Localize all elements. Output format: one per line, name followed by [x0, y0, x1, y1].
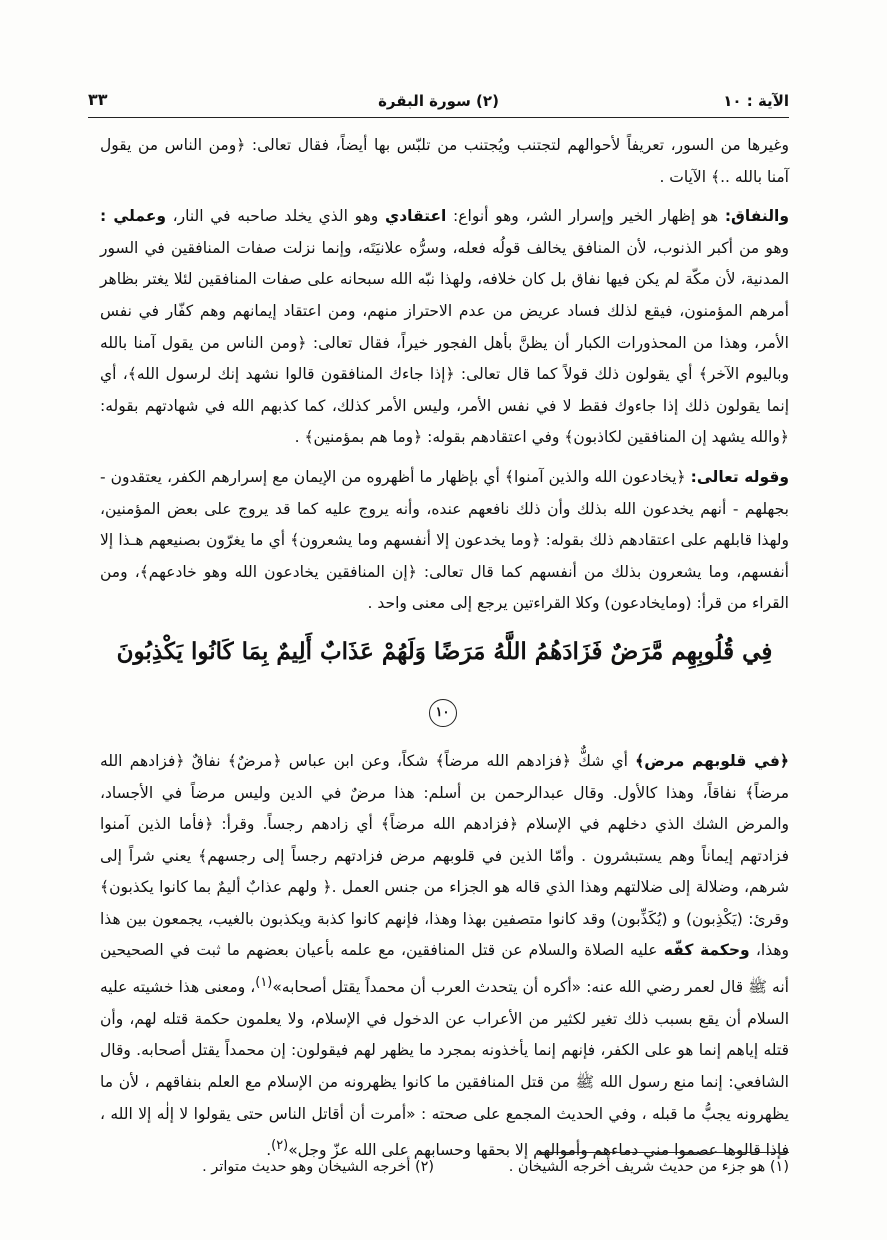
term-hikma: وحكمة كفّه	[663, 941, 750, 960]
footnotes	[100, 1154, 789, 1180]
paragraph-intro: وغيرها من السور، تعريفاً لأحوالهم لتجتنب ويُجتنب من تلبّس بها أيضاً، فقال تعالى: ﴿ومن الناس من يقول آمنا بالله ..﴾ الآيات .	[100, 136, 789, 186]
paragraph-yukhadiun: وقوله تعالى: ﴿يخادعون الله والذين آمنوا﴾ أي بإظهار ما أظهروه من الإيمان مع إسرارهم الكفر، يعتقدون - بجهلهم - أنهم يخدعون الله بذلك وأن ذلك نافعهم عنده، وأنه يروج عليه كما قد يروج على بعض المؤمنين، ولهذا قابلهم على اعتقادهم ذلك بقوله: ﴿وما يخدعون إلا أنفسهم وما يشعرون﴾ أي ما يغرّون بصنيعهم هـذا إلا أنفسهم، وما يشعرون بذلك من أنفسهم كما قال تعالى: ﴿إن المنافقين يخادعون الله وهو خادعهم﴾، ومن القراء من قرأ: (ومايخادعون) وكلا القراءتين يرجع إلى معنى واحد .	[100, 467, 789, 613]
header-rule	[88, 117, 789, 118]
verse-reference: الآية : ١٠	[723, 92, 789, 110]
main-text	[100, 130, 789, 1167]
term-qawluhu: وقوله تعالى:	[690, 467, 789, 486]
surah-title: (٢) سورة البقرة	[378, 92, 499, 110]
footnote-2: (٢) أخرجه الشيخان وهو حديث متواتر .	[202, 1159, 435, 1175]
term-amali: وعملي :	[100, 207, 166, 226]
footnote-rule	[539, 1152, 789, 1153]
quran-verse	[100, 622, 789, 742]
page-number: ٣٣	[88, 90, 108, 109]
term-itiqadi: اعتقادي	[384, 207, 447, 226]
verse-text: فِي قُلُوبِهِم مَّرَضٌ فَزَادَهُمُ اللَّهُ مَرَضًا وَلَهُمْ عَذَابٌ أَلِيمٌ بِمَا كَانُوا يَكْذِبُونَ	[116, 637, 773, 665]
footnote-mark-2: (٢)	[271, 1138, 289, 1154]
paragraph-tafsir: ﴿في قلوبهم مرض﴾ أي شكٌّ ﴿فزادهم الله مرضاً﴾ شكاً، وعن ابن عباس ﴿مرضٌ﴾ نفاقٌ ﴿فزادهم الله مرضاً﴾ نفاقاً، وهذا كالأول. وقال عبدالرحمن بن أسلم: هذا مرضٌ في الدين وليس مرضاً في الأجساد، والمرض الشك الذي دخلهم في الإسلام ﴿فزادهم الله مرضاً﴾ أي زادهم رجساً. وقرأ: ﴿فأما الذين آمنوا فزادتهم إيماناً وهم يستبشرون . وأمّا الذين في قلوبهم مرض فزادتهم رجساً إلى رجسهم﴾ يعني شراً إلى شرهم، وضلالة إلى ضلالتهم وهذا الذي قاله هو الجزاء من جنس العمل .﴿ ولهم عذابٌ أليمٌ بما كانوا يكذبون﴾ وقرئ: (يَكْذِبون) و (يُكَذِّبون) وقد كانوا متصفين بهذا وهذا، فإنهم كانوا كذبة ويكذبون بالغيب، يجمعون بين هذا وهذا، وحكمة كفّه عليه الصلاة والسلام عن قتل المنافقين، مع علمه بأعيان بعضهم ما ثبت في الصحيحين أنه ﷺ قال لعمر رضي الله عنه: «أكره أن يتحدث العرب أن محمداً يقتل أصحابه»$^{(١)}$، ومعنى هذا خشيته عليه السلام أن يقع بسبب ذلك تغير لكثير من الأعراب عن الدخول في الإسلام، ولا يعلمون حكمة قتله لهم، وأن قتله إياهم إنما هو على الكفر، فإنهم إنما يأخذونه بمجرد ما يظهر لهم فيقولون: إن محمداً يقتل أصحابه. وقال الشافعي: إنما منع رسول الله ﷺ من قتل المنافقين ما كانوا يظهرونه من الإسلام مع العلم بنفاقهم ، لأن ما يظهرونه يجبُّ ما قبله ، وفي الحديث المجمع على صحته : «أمرت أن أقاتل الناس حتى يقولوا لا إلٰه إلا الله ، فإذا قالوها عصموا مني دماءهم وأموالهم إلا بحقها وحسابهم على الله عزّ وجل»$^{(٢)}$.	[100, 751, 789, 1160]
tafsir-heading: ﴿في قلوبهم مرض﴾	[635, 751, 789, 770]
paragraph-nifaq: والنفاق: هو إظهار الخير وإسرار الشر، وهو أنواع: اعتقادي وهو الذي يخلد صاحبه في النار، وعملي : وهو من أكبر الذنوب، لأن المنافق يخالف قولُه فعله، وسرُّه علانيَتَه، وإنما نزلت صفات المنافقين في السور المدنية، لأن مكّة لم يكن فيها نفاق بل كان خلافه، ولهذا نبّه الله سبحانه على صفات المنافقين لئلا يغتر بظاهر أمرهم المؤمنون، فيقع لذلك فساد عريض من عدم الاحتراز منهم، ومن اعتقاد إيمانهم وهم كفّار في نفس الأمر، وهذا من المحذورات الكبار أن يظنَّ بأهل الفجور خيراً، فقال تعالى: ﴿ومن الناس من يقول آمنا بالله وباليوم الآخر﴾ أي يقولون ذلك قولاً كما قال تعالى: ﴿إذا جاءك المنافقون قالوا نشهد إنك لرسول الله﴾، أي إنما يقولون ذلك إذا جاءوك فقط لا في نفس الأمر، وليس الأمر كذلك، كما كذبهم الله في شهادتهم بقوله: ﴿والله يشهد إن المنافقين لكاذبون﴾ وفي اعتقادهم بقوله: ﴿وما هم بمؤمنين﴾ .	[100, 207, 789, 447]
verse-number-marker: ١٠	[429, 699, 457, 727]
footnote-1: (١) هو جزء من حديث شريف أخرجه الشيخان .	[508, 1159, 789, 1175]
footnote-mark-1: (١)	[255, 975, 273, 991]
term-nifaq: والنفاق:	[724, 207, 789, 226]
running-header	[88, 86, 789, 116]
